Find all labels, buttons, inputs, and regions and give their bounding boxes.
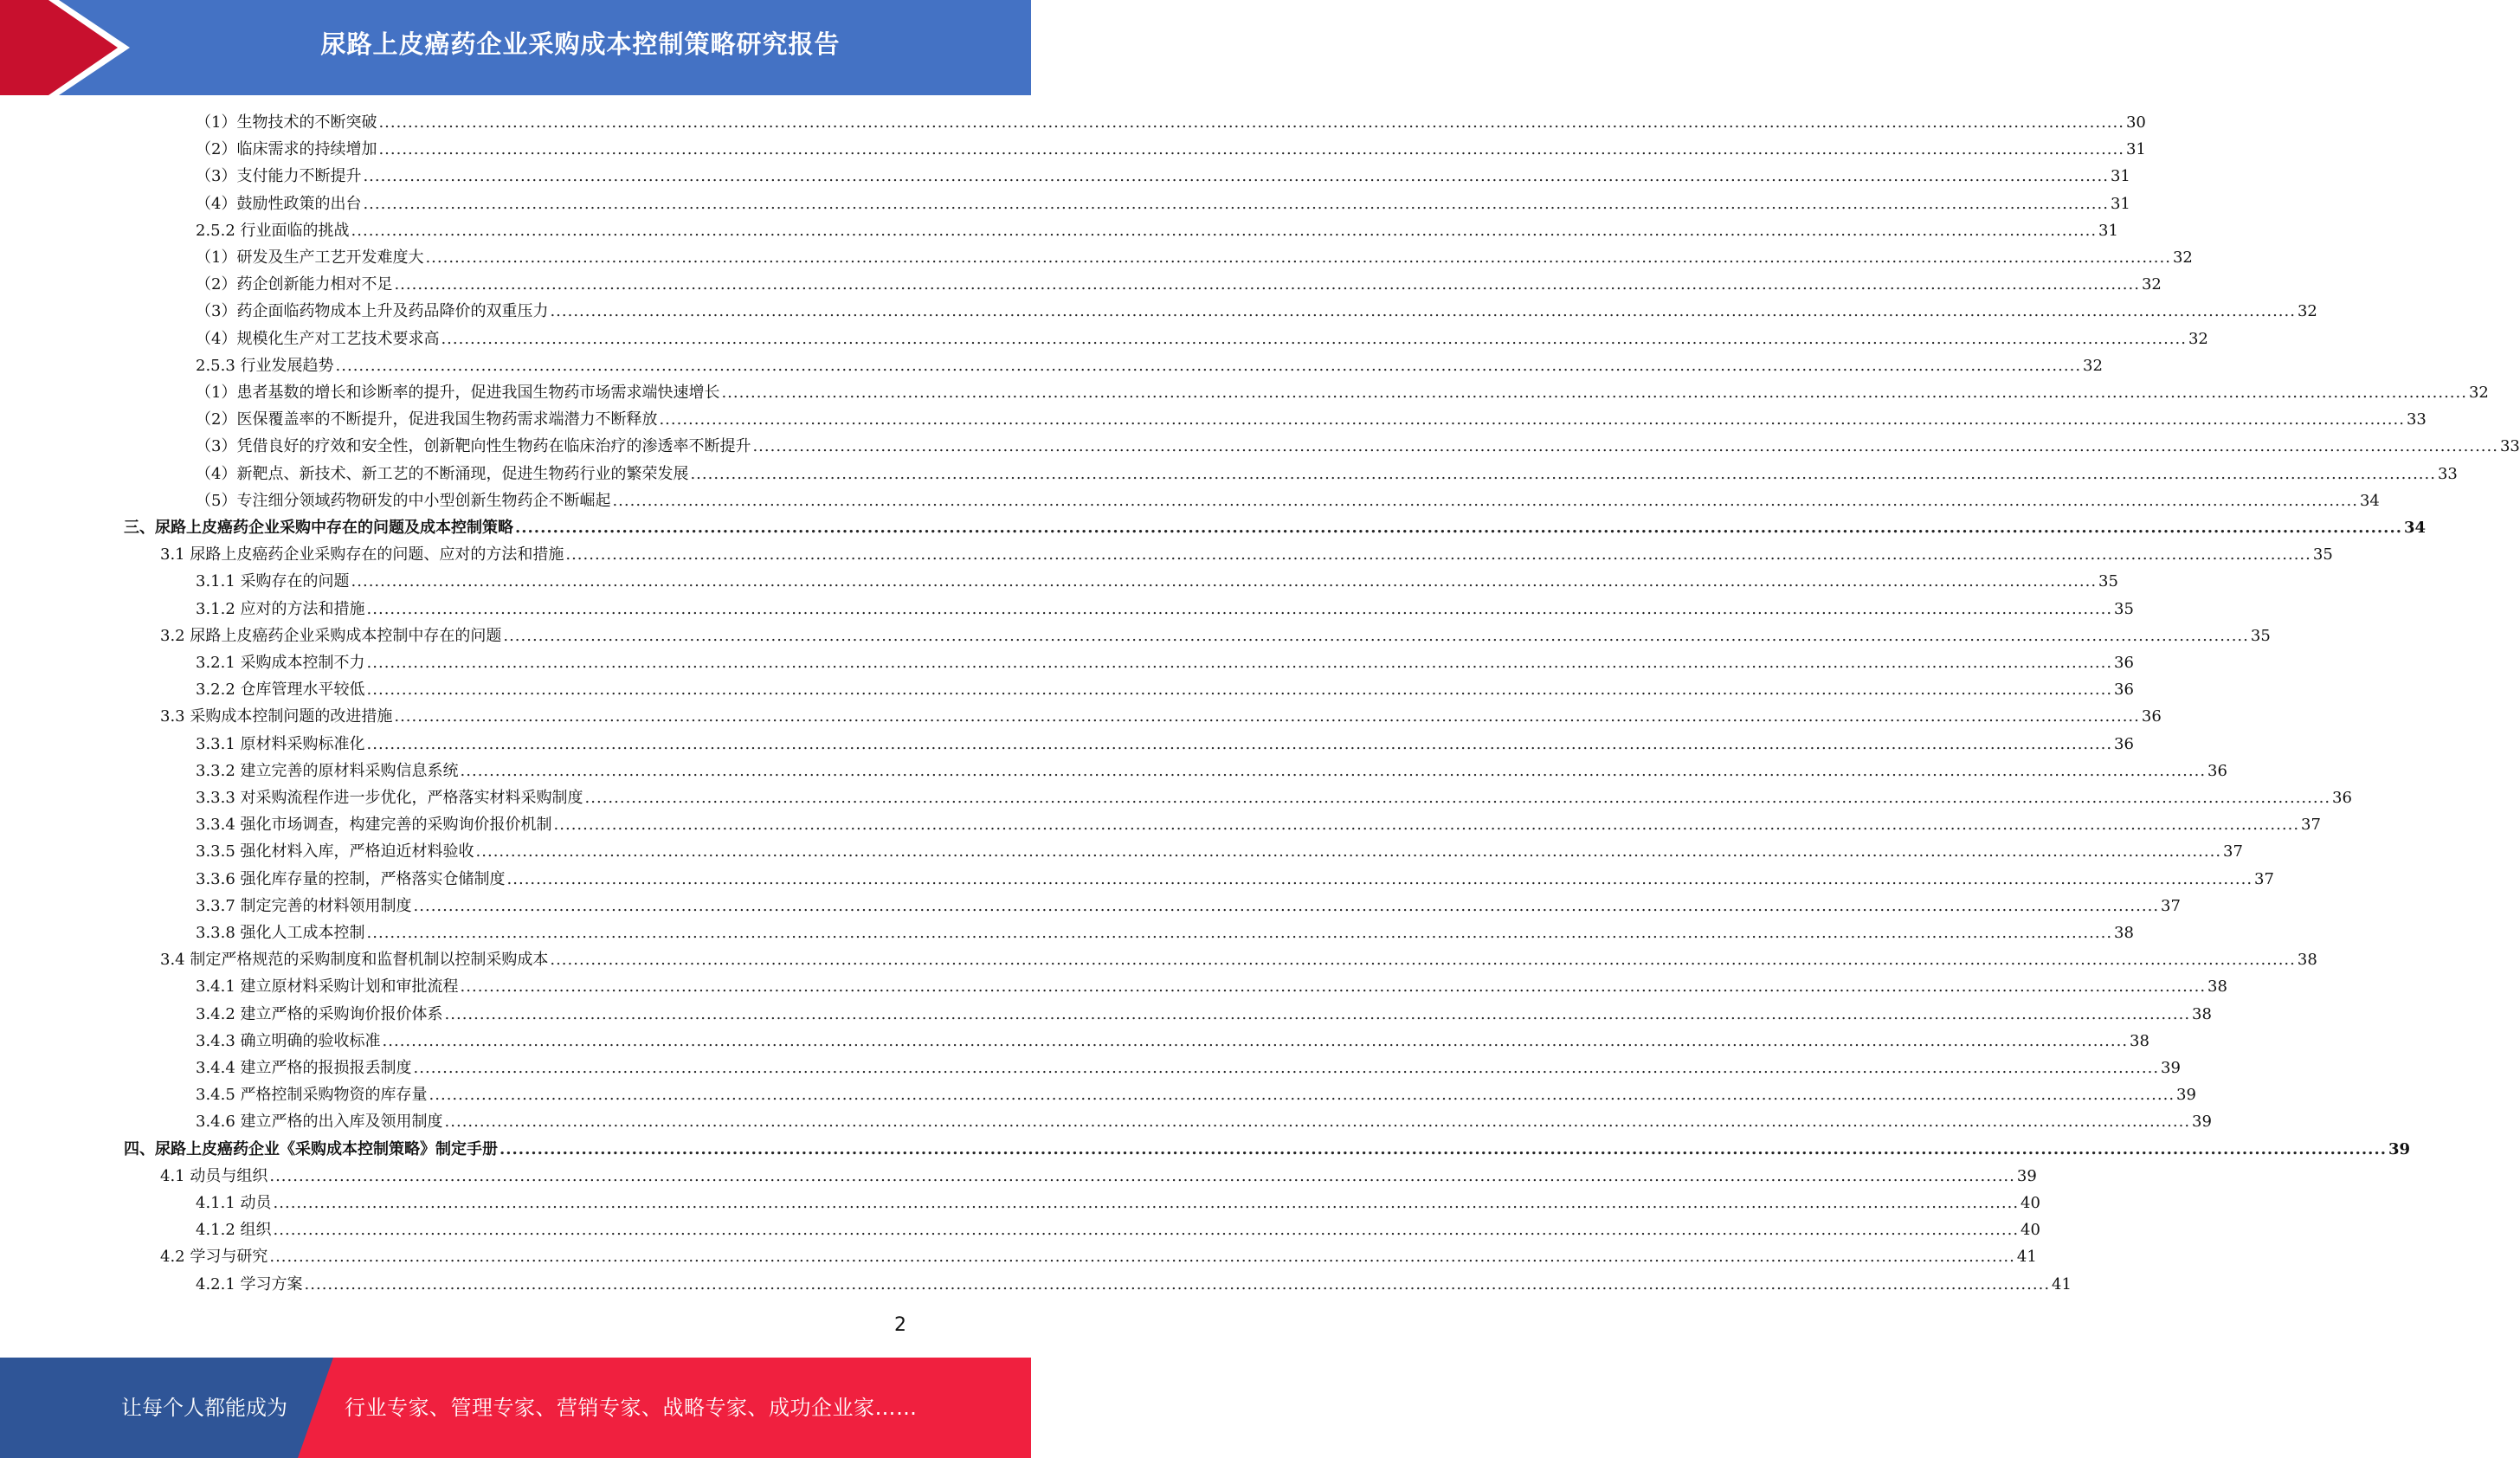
toc-dot-leader: ............................................................................................................................................................................................................................................................................................................ — [584, 789, 2331, 807]
toc-entry-page: 32 — [2468, 384, 2489, 402]
toc-entry-page: 31 — [2110, 167, 2130, 186]
toc-dot-leader: ............................................................................................................................................................................................................................................................................................................ — [515, 519, 2402, 537]
toc-entry-label: 3.2.1 采购成本控制不力 — [196, 654, 365, 672]
toc-entry-label: 3.3.4 强化市场调查，构建完善的采购询价报价机制 — [196, 816, 552, 835]
toc-dot-leader: ............................................................................................................................................................................................................................................................................................................ — [269, 1166, 2015, 1185]
toc-entry-page: 40 — [2021, 1221, 2040, 1240]
toc-entry-page: 41 — [2016, 1248, 2037, 1267]
toc-entry-page: 36 — [2114, 654, 2134, 672]
toc-dot-leader: ............................................................................................................................................................................................................................................................................................................ — [612, 491, 2358, 510]
toc-entry-label: （4）鼓励性政策的出台 — [196, 194, 362, 213]
toc-entry-label: 3.3.8 强化人工成本控制 — [196, 924, 365, 942]
toc-entry-label: 4.2 学习与研究 — [160, 1248, 268, 1267]
toc-entry[interactable] — [196, 1055, 2181, 1081]
toc-entry[interactable] — [196, 597, 2134, 623]
toc-entry-page: 38 — [2130, 1031, 2149, 1050]
toc-dot-leader: ............................................................................................................................................................................................................................................................................................................ — [378, 140, 2124, 159]
toc-entry[interactable] — [196, 677, 2134, 703]
toc-entry-page: 39 — [2388, 1139, 2411, 1158]
toc-dot-leader: ............................................................................................................................................................................................................................................................................................................ — [503, 626, 2249, 645]
toc-entry-page: 38 — [2207, 977, 2227, 997]
toc-dot-leader: ............................................................................................................................................................................................................................................................................................................ — [363, 167, 2109, 186]
toc-entry-page: 33 — [2437, 464, 2458, 483]
toc-entry-label: 3.1.1 采购存在的问题 — [196, 572, 350, 591]
toc-entry[interactable] — [196, 1109, 2212, 1135]
toc-entry-page: 39 — [2192, 1113, 2212, 1132]
toc-dot-leader: ............................................................................................................................................................................................................................................................................................................ — [444, 1004, 2191, 1023]
toc-entry-label: （5）专注细分领域药物研发的中小型创新生物药企不断崛起 — [196, 491, 611, 510]
toc-entry[interactable] — [160, 1244, 2037, 1270]
toc-entry[interactable] — [196, 758, 2227, 784]
toc-entry-label: （2）临床需求的持续增加 — [196, 140, 377, 159]
toc-entry-page: 37 — [2301, 816, 2321, 835]
toc-dot-leader: ............................................................................................................................................................................................................................................................................................................ — [690, 464, 2436, 483]
toc-entry[interactable] — [196, 920, 2134, 946]
toc-dot-leader: ............................................................................................................................................................................................................................................................................................................ — [351, 572, 2098, 591]
footer-slogan-right: 行业专家、管理专家、营销专家、战略专家、成功企业家…… — [345, 1396, 918, 1420]
toc-entry-label: 3.3.3 对采购流程作进一步优化，严格落实材料采购制度 — [196, 789, 583, 807]
toc-entry-label: 3.1 尿路上皮癌药企业采购存在的问题、应对的方法和措施 — [160, 545, 564, 564]
toc-entry[interactable] — [196, 785, 2352, 811]
page-footer — [0, 1358, 1031, 1458]
toc-entry-label: 4.1 动员与组织 — [160, 1166, 268, 1185]
toc-entry[interactable] — [196, 488, 2380, 514]
toc-entry-label: （1）研发及生产工艺开发难度大 — [196, 248, 424, 267]
toc-entry-page: 31 — [2125, 140, 2146, 159]
toc-entry-label: 3.3.5 强化材料入库，严格迫近材料验收 — [196, 842, 474, 861]
toc-dot-leader: ............................................................................................................................................................................................................................................................................................................ — [550, 302, 2296, 321]
toc-entry[interactable] — [196, 110, 2146, 136]
toc-dot-leader: ............................................................................................................................................................................................................................................................................................................ — [394, 275, 2140, 294]
toc-entry-label: 3.4.2 建立严格的采购询价报价体系 — [196, 1004, 443, 1023]
toc-entry-label: 2.5.3 行业发展趋势 — [196, 356, 334, 375]
toc-entry-label: （2）医保覆盖率的不断提升，促进我国生物药需求端潜力不断释放 — [196, 410, 658, 429]
toc-entry[interactable] — [196, 839, 2243, 865]
toc-dot-leader: ............................................................................................................................................................................................................................................................................................................ — [366, 734, 2113, 753]
toc-entry-label: 3.3.2 建立完善的原材料采购信息系统 — [196, 761, 459, 780]
toc-entry-page: 39 — [2016, 1166, 2037, 1185]
toc-entry[interactable] — [196, 137, 2146, 163]
toc-entry-page: 39 — [2161, 1059, 2181, 1077]
toc-entry-label: 3.3.6 强化库存量的控制，严格落实仓储制度 — [196, 869, 506, 888]
footer-slogan-left: 让每个人都能成为 — [121, 1396, 287, 1420]
toc-entry-label: （1）患者基数的增长和诊断率的提升，促进我国生物药市场需求端快速增长 — [196, 384, 720, 402]
toc-entry-page: 32 — [2297, 302, 2317, 321]
toc-entry-label: 4.1.1 动员 — [196, 1194, 272, 1212]
toc-dot-leader: ............................................................................................................................................................................................................................................................................................................ — [553, 816, 2300, 835]
toc-entry-page: 33 — [2499, 437, 2520, 456]
toc-dot-leader: ............................................................................................................................................................................................................................................................................................................ — [363, 194, 2109, 213]
toc-entry[interactable] — [196, 1190, 2040, 1216]
toc-dot-leader: ............................................................................................................................................................................................................................................................................................................ — [366, 924, 2113, 942]
toc-entry-page: 31 — [2110, 194, 2130, 213]
toc-dot-leader: ............................................................................................................................................................................................................................................................................................................ — [413, 896, 2160, 915]
toc-dot-leader: ............................................................................................................................................................................................................................................................................................................ — [366, 599, 2113, 618]
toc-entry-label: （3）支付能力不断提升 — [196, 167, 362, 186]
toc-entry[interactable] — [196, 1002, 2212, 1028]
toc-entry[interactable] — [196, 380, 2489, 406]
toc-dot-leader: ............................................................................................................................................................................................................................................................................................................ — [429, 1086, 2175, 1105]
toc-entry[interactable] — [196, 650, 2134, 676]
toc-entry[interactable] — [196, 1029, 2149, 1055]
toc-dot-leader: ............................................................................................................................................................................................................................................................................................................ — [378, 113, 2124, 132]
toc-entry-page: 34 — [2403, 519, 2427, 537]
toc-entry-label: （3）药企面临药物成本上升及药品降价的双重压力 — [196, 302, 549, 321]
toc-entry[interactable] — [196, 326, 2208, 352]
toc-entry-page: 39 — [2176, 1086, 2196, 1105]
toc-entry-page: 37 — [2254, 869, 2274, 888]
report-title: 尿路上皮癌药企业采购成本控制策略研究报告 — [320, 29, 841, 59]
toc-dot-leader: ............................................................................................................................................................................................................................................................................................................ — [475, 842, 2222, 861]
toc-entry-page: 38 — [2114, 924, 2134, 942]
toc-entry[interactable] — [196, 1272, 2072, 1298]
toc-entry-label: （1）生物技术的不断突破 — [196, 113, 377, 132]
toc-entry-label: 3.4.5 严格控制采购物资的库存量 — [196, 1086, 428, 1105]
toc-entry[interactable] — [124, 1137, 2411, 1163]
toc-entry-page: 37 — [2223, 842, 2243, 861]
toc-entry[interactable] — [160, 1164, 2037, 1190]
toc-dot-leader: ............................................................................................................................................................................................................................................................................................................ — [506, 869, 2253, 888]
toc-entry-label: （2）药企创新能力相对不足 — [196, 275, 393, 294]
toc-entry[interactable] — [196, 434, 2520, 460]
toc-entry-page: 32 — [2172, 248, 2193, 267]
toc-entry[interactable] — [196, 1082, 2196, 1108]
toc-dot-leader: ............................................................................................................................................................................................................................................................................................................ — [441, 329, 2187, 348]
toc-entry-page: 35 — [2098, 572, 2118, 591]
toc-entry[interactable] — [196, 164, 2130, 190]
toc-entry[interactable] — [196, 894, 2181, 919]
toc-entry-label: 3.2 尿路上皮癌药企业采购成本控制中存在的问题 — [160, 626, 502, 645]
toc-entry-page: 36 — [2207, 761, 2227, 780]
red-chevron-icon — [0, 0, 139, 95]
toc-entry-label: 3.1.2 应对的方法和措施 — [196, 599, 365, 618]
toc-entry-label: 3.3 采购成本控制问题的改进措施 — [160, 707, 393, 726]
toc-entry[interactable] — [196, 218, 2118, 244]
toc-entry[interactable] — [196, 245, 2193, 271]
toc-dot-leader: ............................................................................................................................................................................................................................................................................................................ — [351, 221, 2098, 240]
toc-entry[interactable] — [196, 732, 2134, 758]
toc-entry[interactable] — [196, 407, 2427, 433]
toc-dot-leader: ............................................................................................................................................................................................................................................................................................................ — [565, 545, 2311, 564]
toc-entry-page: 38 — [2192, 1004, 2212, 1023]
toc-entry[interactable] — [196, 867, 2274, 893]
page-header — [0, 0, 1031, 95]
toc-entry-label: 3.3.1 原材料采购标准化 — [196, 734, 365, 753]
toc-dot-leader: ............................................................................................................................................................................................................................................................................................................ — [444, 1113, 2191, 1132]
toc-dot-leader: ............................................................................................................................................................................................................................................................................................................ — [335, 356, 2082, 375]
toc-entry-page: 35 — [2250, 626, 2271, 645]
toc-entry-page: 37 — [2161, 896, 2181, 915]
toc-dot-leader: ............................................................................................................................................................................................................................................................................................................ — [269, 1248, 2015, 1267]
toc-entry[interactable] — [196, 974, 2227, 1000]
toc-entry-label: 3.3.7 制定完善的材料领用制度 — [196, 896, 412, 915]
toc-dot-leader: ............................................................................................................................................................................................................................................................................................................ — [273, 1221, 2020, 1240]
toc-entry[interactable] — [196, 1217, 2040, 1243]
toc-entry-page: 36 — [2332, 789, 2352, 807]
toc-entry-label: 四、尿路上皮癌药企业《采购成本控制策略》制定手册 — [124, 1139, 498, 1158]
toc-dot-leader: ............................................................................................................................................................................................................................................................................................................ — [721, 384, 2467, 402]
toc-entry-label: 4.1.2 组织 — [196, 1221, 272, 1240]
toc-dot-leader: ............................................................................................................................................................................................................................................................................................................ — [382, 1031, 2129, 1050]
toc-entry[interactable] — [196, 569, 2118, 595]
toc-entry-label: 3.4 制定严格规范的采购制度和监督机制以控制采购成本 — [160, 951, 549, 970]
toc-entry-page: 40 — [2021, 1194, 2040, 1212]
toc-entry[interactable] — [196, 461, 2458, 487]
toc-entry[interactable] — [124, 515, 2427, 541]
toc-entry-page: 32 — [2188, 329, 2208, 348]
toc-entry-page: 31 — [2098, 221, 2118, 240]
toc-entry-page: 34 — [2359, 491, 2380, 510]
toc-dot-leader: ............................................................................................................................................................................................................................................................................................................ — [460, 977, 2207, 997]
toc-entry-label: 3.4.6 建立严格的出入库及领用制度 — [196, 1113, 443, 1132]
toc-entry-label: 3.2.2 仓库管理水平较低 — [196, 681, 365, 700]
toc-entry[interactable] — [196, 272, 2162, 298]
toc-dot-leader: ............................................................................................................................................................................................................................................................................................................ — [499, 1139, 2387, 1158]
toc-dot-leader: ............................................................................................................................................................................................................................................................................................................ — [550, 951, 2296, 970]
toc-entry-page: 36 — [2141, 707, 2162, 726]
toc-dot-leader: ............................................................................................................................................................................................................................................................................................................ — [413, 1059, 2160, 1077]
toc-entry[interactable] — [160, 542, 2333, 568]
toc-entry-label: （4）新靶点、新技术、新工艺的不断涌现，促进生物药行业的繁荣发展 — [196, 464, 689, 483]
toc-entry-label: 3.4.1 建立原材料采购计划和审批流程 — [196, 977, 459, 997]
toc-entry-page: 35 — [2312, 545, 2333, 564]
toc-dot-leader: ............................................................................................................................................................................................................................................................................................................ — [273, 1194, 2020, 1212]
toc-entry-page: 41 — [2052, 1274, 2072, 1293]
toc-entry-label: 4.2.1 学习方案 — [196, 1274, 303, 1293]
toc-dot-leader: ............................................................................................................................................................................................................................................................................................................ — [366, 681, 2113, 700]
toc-entry[interactable] — [196, 812, 2321, 838]
toc-entry-label: （3）凭借良好的疗效和安全性，创新靶向性生物药在临床治疗的渗透率不断提升 — [196, 437, 751, 456]
toc-entry-page: 36 — [2114, 681, 2134, 700]
toc-dot-leader: ............................................................................................................................................................................................................................................................................................................ — [752, 437, 2498, 456]
toc-entry-page: 38 — [2297, 951, 2317, 970]
toc-dot-leader: ............................................................................................................................................................................................................................................................................................................ — [366, 654, 2113, 672]
toc-entry-page: 33 — [2406, 410, 2427, 429]
toc-entry[interactable] — [160, 623, 2271, 649]
toc-entry-page: 36 — [2114, 734, 2134, 753]
toc-entry-label: （4）规模化生产对工艺技术要求高 — [196, 329, 440, 348]
toc-entry-label: 2.5.2 行业面临的挑战 — [196, 221, 350, 240]
toc-entry-page: 32 — [2083, 356, 2103, 375]
toc-dot-leader: ............................................................................................................................................................................................................................................................................................................ — [460, 761, 2207, 780]
toc-entry-label: 三、尿路上皮癌药企业采购中存在的问题及成本控制策略 — [124, 519, 513, 537]
toc-entry-label: 3.4.4 建立严格的报损报丢制度 — [196, 1059, 412, 1077]
toc-dot-leader: ............................................................................................................................................................................................................................................................................................................ — [304, 1274, 2051, 1293]
toc-entry[interactable] — [196, 299, 2317, 325]
toc-entry[interactable] — [160, 704, 2162, 730]
toc-dot-leader: ............................................................................................................................................................................................................................................................................................................ — [425, 248, 2171, 267]
toc-entry[interactable] — [160, 947, 2317, 973]
page-number: 2 — [894, 1314, 906, 1336]
toc-entry[interactable] — [196, 191, 2130, 217]
toc-entry-page: 30 — [2125, 113, 2146, 132]
toc-entry-label: 3.4.3 确立明确的验收标准 — [196, 1031, 381, 1050]
toc-dot-leader: ............................................................................................................................................................................................................................................................................................................ — [659, 410, 2405, 429]
toc-entry[interactable] — [196, 353, 2103, 379]
toc-entry-page: 35 — [2114, 599, 2134, 618]
toc-entry-page: 32 — [2141, 275, 2162, 294]
toc-dot-leader: ............................................................................................................................................................................................................................................................................................................ — [394, 707, 2140, 726]
